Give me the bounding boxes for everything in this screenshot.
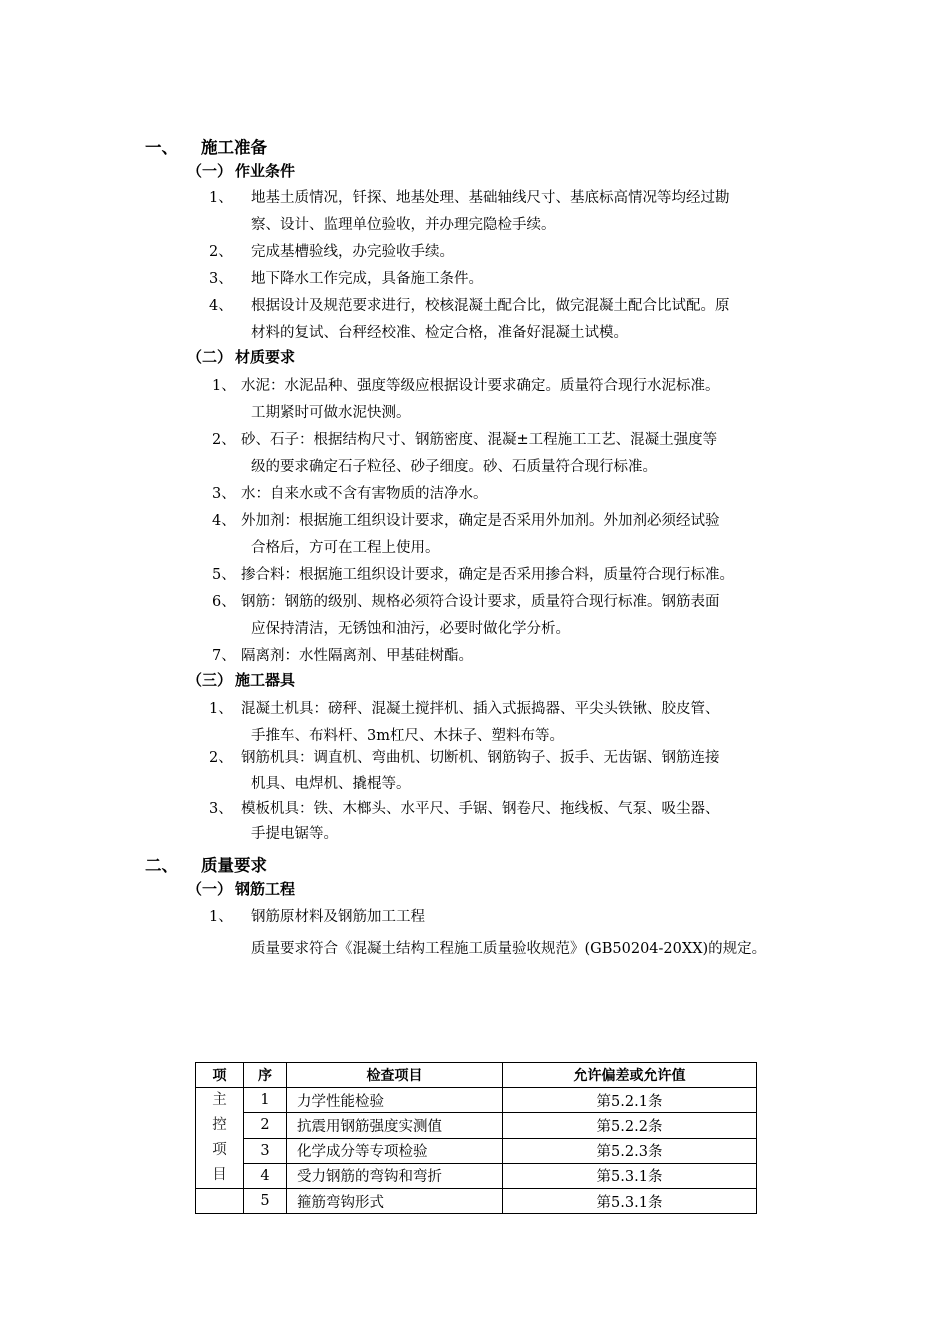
list-item-number: 4、 <box>209 298 233 314</box>
list-item-text: 混凝土机具：磅秤、混凝土搅拌机、插入式振捣器、平尖头铁锹、胶皮管、 <box>241 701 720 717</box>
cell-value: 第5.2.3条 <box>503 1138 757 1163</box>
list-item-text: 地基土质情况，钎探、地基处理、基础轴线尺寸、基底标高情况等均经过勘 <box>251 190 730 206</box>
group-label-char: 目 <box>212 1167 227 1183</box>
table-row <box>196 1113 757 1138</box>
list-item-text: 根据设计及规范要求进行，校核混凝土配合比，做完混凝土配合比试配。原 <box>251 298 730 314</box>
cell-seq: 5 <box>244 1189 287 1214</box>
list-item-number: 2、 <box>209 750 233 766</box>
list-item-number: 3、 <box>209 801 233 817</box>
group-label-char: 主 <box>212 1092 227 1108</box>
section-1-title: 施工准备 <box>201 138 267 157</box>
subsection-1a-title: 作业条件 <box>235 162 296 180</box>
list-item-number: 1、 <box>209 909 233 925</box>
list-item-text: 钢筋原材料及钢筋加工工程 <box>251 909 425 925</box>
table-header-row <box>196 1063 757 1088</box>
list-item-text: 水泥：水泥品种、强度等级应根据设计要求确定。质量符合现行水泥标准。 <box>241 378 720 394</box>
list-item-number: 4、 <box>212 513 236 529</box>
cell-seq: 3 <box>244 1138 287 1163</box>
list-item-number: 6、 <box>212 594 236 610</box>
list-item-text: 手提电锯等。 <box>251 826 338 842</box>
list-item-number: 1、 <box>209 701 233 717</box>
list-item-text: 模板机具：铁、木榔头、水平尺、手锯、钢卷尺、拖线板、气泵、吸尘器、 <box>241 801 720 817</box>
col-header-value: 允许偏差或允许值 <box>503 1063 757 1088</box>
list-item-text: 外加剂：根据施工组织设计要求，确定是否采用外加剂。外加剂必须经试验 <box>241 513 720 529</box>
table-row <box>196 1138 757 1163</box>
list-item-text: 隔离剂：水性隔离剂、甲基硅树酯。 <box>241 648 473 664</box>
cell-value: 第5.3.1条 <box>503 1189 757 1214</box>
subsection-1a-number: （一） <box>187 162 233 180</box>
list-item-text: 应保持清洁，无锈蚀和油污，必要时做化学分析。 <box>251 621 570 637</box>
group-label-char: 控 <box>212 1117 227 1133</box>
cell-value: 第5.2.1条 <box>503 1088 757 1113</box>
list-item-text: 机具、电焊机、撬棍等。 <box>251 776 411 792</box>
list-item-number: 1、 <box>212 378 236 394</box>
cell-value: 第5.2.2条 <box>503 1113 757 1138</box>
table-row <box>196 1189 757 1214</box>
list-item-text: 工期紧时可做水泥快测。 <box>251 405 411 421</box>
list-item-number: 7、 <box>212 648 236 664</box>
list-item-number: 5、 <box>212 567 236 583</box>
cell-seq: 1 <box>244 1088 287 1113</box>
section-1-number: 一、 <box>145 138 178 157</box>
list-item-text: 手推车、布料杆、3m杠尺、木抹子、塑料布等。 <box>251 728 564 744</box>
list-item-text: 钢筋：钢筋的级别、规格必须符合设计要求，质量符合现行标准。钢筋表面 <box>241 594 720 610</box>
list-item-text: 质量要求符合《混凝土结构工程施工质量验收规范》(GB50204-20XX)的规定。 <box>251 941 767 957</box>
inspection-table <box>195 1062 757 1214</box>
cell-item: 化学成分等专项检验 <box>287 1138 503 1163</box>
cell-item: 受力钢筋的弯钩和弯折 <box>287 1163 503 1188</box>
col-header-seq: 序 <box>244 1063 287 1088</box>
group-label-main-control <box>196 1088 244 1189</box>
subsection-2a-number: （一） <box>187 880 233 898</box>
subsection-1c-title: 施工器具 <box>235 671 296 689</box>
subsection-1b-number: （二） <box>187 348 233 366</box>
cell-seq: 2 <box>244 1113 287 1138</box>
table-row <box>196 1088 757 1113</box>
col-header-category: 项 <box>196 1063 244 1088</box>
cell-seq: 4 <box>244 1163 287 1188</box>
list-item-number: 2、 <box>209 244 233 260</box>
cell-item: 力学性能检验 <box>287 1088 503 1113</box>
cell-value: 第5.3.1条 <box>503 1163 757 1188</box>
cell-item: 箍筋弯钩形式 <box>287 1189 503 1214</box>
cell-item: 抗震用钢筋强度实测值 <box>287 1113 503 1138</box>
table-row <box>196 1163 757 1188</box>
group-label-char: 项 <box>212 1142 227 1158</box>
subsection-2a-title: 钢筋工程 <box>235 880 296 898</box>
list-item-number: 1、 <box>209 190 233 206</box>
list-item-text: 地下降水工作完成，具备施工条件。 <box>251 271 483 287</box>
col-header-item: 检查项目 <box>287 1063 503 1088</box>
list-item-text: 砂、石子：根据结构尺寸、钢筋密度、混凝±工程施工工艺、混凝土强度等 <box>241 432 718 448</box>
list-item-text: 完成基槽验线，办完验收手续。 <box>251 244 454 260</box>
list-item-text: 钢筋机具：调直机、弯曲机、切断机、钢筋钩子、扳手、无齿锯、钢筋连接 <box>241 750 720 766</box>
list-item-text: 级的要求确定石子粒径、砂子细度。砂、石质量符合现行标准。 <box>251 459 657 475</box>
cell-group-empty <box>196 1189 244 1214</box>
section-2-title: 质量要求 <box>201 856 267 875</box>
subsection-1c-number: （三） <box>187 671 233 689</box>
list-item-text: 察、设计、监理单位验收，并办理完隐检手续。 <box>251 217 556 233</box>
list-item-text: 水：自来水或不含有害物质的洁净水。 <box>241 486 488 502</box>
list-item-text: 掺合料：根据施工组织设计要求，确定是否采用掺合料，质量符合现行标准。 <box>241 567 734 583</box>
list-item-text: 合格后，方可在工程上使用。 <box>251 540 440 556</box>
list-item-text: 材料的复试、台秤经校准、检定合格，准备好混凝土试模。 <box>251 325 628 341</box>
subsection-1b-title: 材质要求 <box>235 348 296 366</box>
list-item-number: 3、 <box>212 486 236 502</box>
section-2-number: 二、 <box>145 856 178 875</box>
list-item-number: 3、 <box>209 271 233 287</box>
list-item-number: 2、 <box>212 432 236 448</box>
